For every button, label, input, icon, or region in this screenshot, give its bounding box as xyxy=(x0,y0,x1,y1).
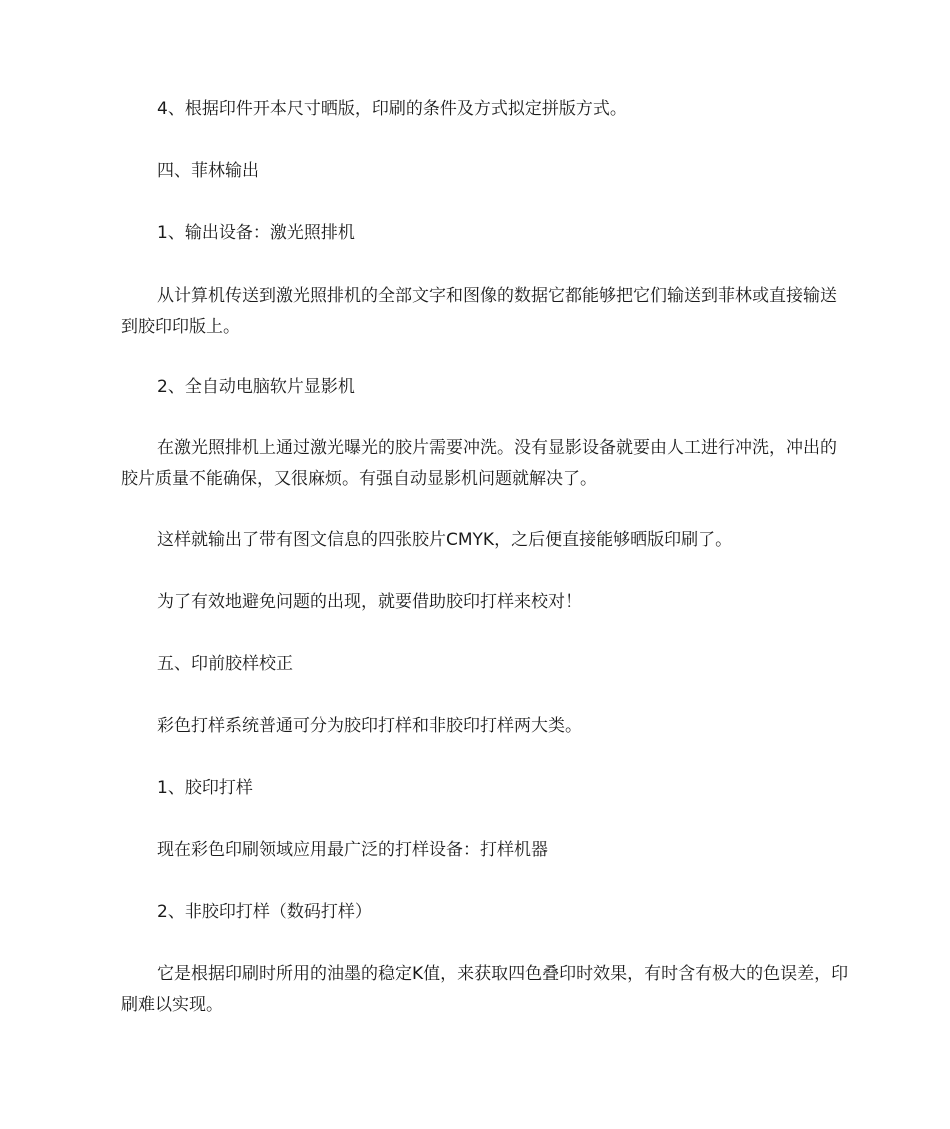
paragraph-imposition-method: 4、根据印件开本尺寸晒版，印刷的条件及方式拟定拼版方式。 xyxy=(157,99,627,119)
paragraph-imagesetter-description: 从计算机传送到激光照排机的全部文字和图像的数据它都能够把它们输送到菲林或直接输送到胶印印版上。 xyxy=(121,286,837,337)
paragraph-digital-proofing-description: 它是根据印刷时所用的油墨的稳定K值，来获取四色叠印时效果，有时含有极大的色误差，印刷难以实现。 xyxy=(121,964,849,1015)
paragraph-proofing-purpose: 为了有效地避免问题的出现，就要借助胶印打样来校对！ xyxy=(157,592,582,612)
subheading-offset-proofing: 1、胶印打样 xyxy=(157,778,253,798)
paragraph-proofing-types: 彩色打样系统普通可分为胶印打样和非胶印打样两大类。 xyxy=(157,716,582,736)
heading-prepress-proofing: 五、印前胶样校正 xyxy=(157,654,293,674)
subheading-digital-proofing: 2、非胶印打样（数码打样） xyxy=(157,902,372,922)
paragraph-cmyk-films: 这样就输出了带有图文信息的四张胶片CMYK，之后便直接能够晒版印刷了。 xyxy=(157,530,733,550)
subheading-output-device: 1、输出设备：激光照排机 xyxy=(157,223,355,243)
subheading-film-processor: 2、全自动电脑软片显影机 xyxy=(157,377,355,397)
paragraph-film-processing: 在激光照排机上通过激光曝光的胶片需要冲洗。没有显影设备就要由人工进行冲洗，冲出的胶片质量不能确保，又很麻烦。有强自动显影机问题就解决了。 xyxy=(121,438,837,489)
paragraph-proofing-equipment: 现在彩色印刷领域应用最广泛的打样设备：打样机器 xyxy=(157,840,548,860)
heading-film-output: 四、菲林输出 xyxy=(157,161,259,181)
